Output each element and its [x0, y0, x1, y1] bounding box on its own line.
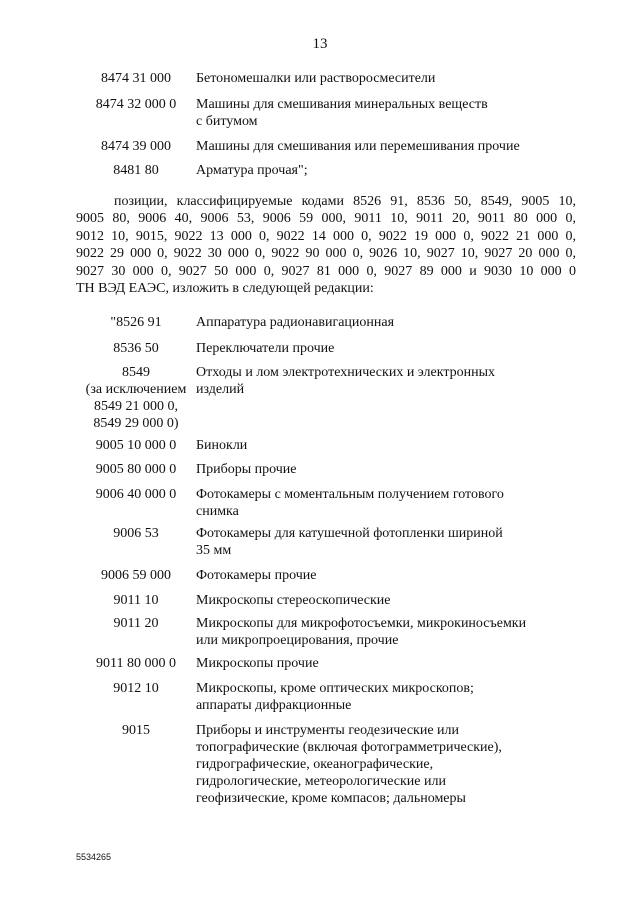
goods-description: [196, 722, 566, 807]
hs-code: [76, 96, 196, 113]
goods-description-line: Отходы и лом электротехнических и электронных: [196, 365, 496, 380]
goods-description-line: топографические (включая фотограмметрические),: [196, 740, 502, 755]
hs-code-line: 9005 80 000 0: [95, 462, 177, 477]
hs-code-line: 9006 53: [113, 526, 159, 541]
goods-description-line: Фотокамеры с моментальным получением готового: [196, 487, 504, 502]
goods-description-line: или микропроецирования, прочие: [196, 633, 399, 648]
hs-code-line: 8549 21 000 0,: [94, 399, 178, 414]
goods-description: [196, 615, 566, 649]
hs-code: [76, 655, 196, 672]
hs-code: [76, 437, 196, 454]
goods-description: [196, 340, 566, 357]
goods-description: [196, 525, 566, 559]
paragraph-line: 9022 29 000 0, 9022 30 000 0, 9022 90 000 0, 9026 10, 9027 10, 9027 20 000 0,: [76, 246, 576, 262]
hs-code-line: 9006 59 000: [101, 568, 171, 583]
goods-description-line: Фотокамеры для катушечной фотопленки шириной: [196, 526, 503, 541]
hs-code-line: (за исключением: [85, 382, 187, 397]
hs-code-line: 9006 40 000 0: [95, 487, 177, 502]
hs-code: [76, 340, 196, 357]
hs-code-line: 9011 80 000 0: [96, 656, 176, 671]
goods-description: [196, 314, 566, 331]
goods-description-line: гидрологические, метеорологические или: [196, 774, 446, 789]
goods-description: [196, 567, 566, 584]
goods-description-line: с битумом: [196, 114, 258, 129]
goods-description-line: Микроскопы прочие: [196, 656, 319, 671]
goods-description-line: Бинокли: [196, 438, 248, 453]
goods-description: [196, 364, 566, 398]
hs-code: [76, 314, 196, 331]
hs-code: [76, 486, 196, 503]
goods-description-line: Переключатели прочие: [196, 341, 335, 356]
hs-code-line: 9015: [122, 723, 150, 738]
hs-code: [76, 615, 196, 632]
paragraph-line: позиции, классифицируемые кодами 8526 91, 8536 50, 8549, 9005 10,: [114, 194, 576, 209]
goods-description-line: изделий: [196, 382, 245, 397]
goods-description: [196, 486, 566, 520]
hs-code: [76, 138, 196, 155]
hs-code-line: 8474 31 000: [101, 71, 171, 86]
goods-description-line: Приборы прочие: [196, 462, 297, 477]
goods-description-line: 35 мм: [196, 543, 232, 558]
hs-code-line: 8474 32 000 0: [95, 97, 177, 112]
goods-description-line: Бетономешалки или растворосмесители: [196, 71, 436, 86]
goods-description: [196, 96, 566, 130]
goods-description-line: Аппаратура радионавигационная: [196, 315, 395, 330]
goods-description: [196, 461, 566, 478]
hs-code: [76, 70, 196, 87]
goods-description-line: Приборы и инструменты геодезические или: [196, 723, 460, 738]
hs-code-line: 8549: [122, 365, 150, 380]
goods-description-line: Машины для смешивания минеральных веществ: [196, 97, 488, 112]
goods-description: [196, 70, 566, 87]
page-number: 13: [312, 36, 328, 52]
goods-description-line: Микроскопы, кроме оптических микроскопов;: [196, 681, 474, 696]
document-id: 5534265: [76, 852, 112, 862]
hs-code: [76, 722, 196, 739]
goods-description: [196, 680, 566, 714]
hs-code-line: 8474 39 000: [101, 139, 171, 154]
hs-code: [76, 364, 196, 432]
goods-description: [196, 162, 566, 179]
hs-code-line: 8536 50: [113, 341, 159, 356]
hs-code: [76, 592, 196, 609]
goods-description: [196, 437, 566, 454]
hs-code-line: 9011 20: [113, 616, 159, 631]
hs-code-line: "8526 91: [110, 315, 162, 330]
hs-code: [76, 567, 196, 584]
paragraph-line: 9012 10, 9015, 9022 13 000 0, 9022 14 000 0, 9022 19 000 0, 9022 21 000 0,: [76, 228, 576, 244]
hs-code-line: 8481 80: [113, 163, 159, 178]
paragraph-line: 9005 80, 9006 40, 9006 53, 9006 59 000, 9011 10, 9011 20, 9011 80 000 0,: [76, 211, 576, 227]
goods-description-line: геофизические, кроме компасов; дальномеры: [196, 791, 466, 806]
goods-description-line: Машины для смешивания или перемешивания прочие: [196, 139, 520, 154]
hs-code-line: 9012 10: [113, 681, 159, 696]
hs-code-line: 9011 10: [113, 593, 159, 608]
hs-code: [76, 525, 196, 542]
goods-description: [196, 655, 566, 672]
goods-description-line: Микроскопы стереоскопические: [196, 593, 391, 608]
hs-code: [76, 162, 196, 179]
hs-code: [76, 680, 196, 697]
goods-description-line: гидрографические, океанографические,: [196, 757, 434, 772]
hs-code-line: 9005 10 000 0: [95, 438, 177, 453]
goods-description-line: Микроскопы для микрофотосъемки, микрокиносъемки: [196, 616, 527, 631]
goods-description: [196, 592, 566, 609]
hs-code-line: 8549 29 000 0): [93, 416, 179, 431]
amendment-paragraph: [76, 193, 576, 297]
goods-description-line: снимка: [196, 504, 239, 519]
paragraph-line: ТН ВЭД ЕАЭС, изложить в следующей редакции:: [76, 281, 374, 297]
hs-code: [76, 461, 196, 478]
paragraph-line: 9027 30 000 0, 9027 50 000 0, 9027 81 000 0, 9027 89 000 и 9030 10 000 0: [76, 263, 576, 279]
goods-description-line: Фотокамеры прочие: [196, 568, 317, 583]
goods-description-line: аппараты дифракционные: [196, 698, 352, 713]
goods-description: [196, 138, 566, 155]
goods-description-line: Арматура прочая";: [196, 163, 308, 178]
